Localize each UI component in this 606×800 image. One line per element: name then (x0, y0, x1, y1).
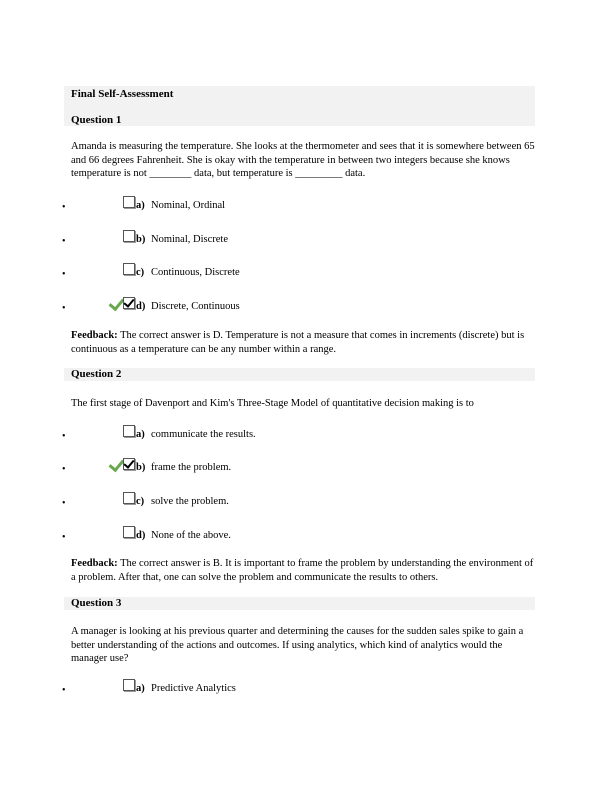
option-text: Predictive Analytics (151, 683, 236, 694)
option-text: solve the problem. (151, 496, 229, 507)
q3-option-a[interactable] (0, 682, 606, 702)
q1-option-a[interactable] (0, 199, 606, 219)
option-text: frame the problem. (151, 462, 232, 473)
checkbox-icon[interactable] (123, 679, 135, 691)
option-letter: c) (136, 267, 145, 278)
question-2-text: The first stage of Davenport and Kim's Three-Stage Model of quantitative decision making is to (71, 398, 474, 409)
option-text: None of the above. (151, 530, 231, 541)
checkbox-icon[interactable] (123, 492, 135, 504)
option-letter: d) (136, 530, 146, 541)
q2-option-b[interactable] (0, 461, 606, 481)
feedback-label: Feedback: (71, 558, 118, 569)
q1-option-c[interactable] (0, 266, 606, 286)
question-3-band (64, 597, 535, 610)
question-1-text: Amanda is measuring the temperature. She looks at the thermometer and sees that it is somewhere between 65 and 66 degrees Fahrenheit. She is okay with the temperature in between two integers because she knows temperature is not ________ data, but temperature is _________ data. (71, 141, 535, 179)
checkbox-icon[interactable] (123, 196, 135, 208)
option-letter: a) (136, 200, 145, 211)
option-letter: b) (136, 234, 146, 245)
q2-option-c[interactable] (0, 495, 606, 515)
question-2-feedback (71, 557, 537, 584)
bullet: • (62, 303, 66, 314)
option-text: Discrete, Continuous (151, 301, 240, 312)
q2-option-d[interactable] (0, 529, 606, 549)
bullet: • (62, 202, 66, 213)
question-1-feedback (71, 329, 537, 356)
option-letter: a) (136, 683, 145, 694)
bullet: • (62, 464, 66, 475)
question-3-text: A manager is looking at his previous quarter and determining the causes for the sudden sales spike to gain a better understanding of the actions and outcomes. If using analytics, which kind of analytics would the manager use? (71, 626, 524, 664)
q1-option-b[interactable] (0, 233, 606, 253)
bullet: • (62, 431, 66, 442)
option-letter: d) (136, 301, 146, 312)
option-text: Nominal, Ordinal (151, 200, 226, 211)
checkbox-icon[interactable] (123, 230, 135, 242)
feedback-label: Feedback: (71, 330, 118, 341)
bullet: • (62, 236, 66, 247)
bullet: • (62, 269, 66, 280)
checkbox-icon[interactable] (123, 263, 135, 275)
feedback-text: The correct answer is B. It is important to frame the problem by understanding the environment of a problem. After that, one can solve the problem and communicate the results to others. (71, 558, 534, 583)
question-2-band (64, 368, 535, 381)
page-title: Final Self-Assessment (71, 88, 174, 100)
checkbox-icon[interactable] (123, 526, 135, 538)
bullet: • (62, 498, 66, 509)
question-3-label: Question 3 (71, 597, 122, 609)
option-letter: c) (136, 496, 145, 507)
checkbox-checked-icon[interactable] (123, 297, 135, 309)
option-text: Nominal, Discrete (151, 234, 228, 245)
q2-option-a[interactable] (0, 428, 606, 448)
question-2-label: Question 2 (71, 368, 122, 380)
question-1-label: Question 1 (71, 114, 122, 126)
option-letter: a) (136, 429, 145, 440)
checkbox-icon[interactable] (123, 425, 135, 437)
option-text: Continuous, Discrete (151, 267, 240, 278)
q1-option-d[interactable] (0, 300, 606, 320)
option-text: communicate the results. (151, 429, 256, 440)
feedback-text: The correct answer is D. Temperature is not a measure that comes in increments (discrete) but is continuous as a temperature can be any number within a range. (71, 330, 525, 355)
checkbox-checked-icon[interactable] (123, 458, 135, 470)
option-letter: b) (136, 462, 146, 473)
bullet: • (62, 532, 66, 543)
bullet: • (62, 685, 66, 696)
